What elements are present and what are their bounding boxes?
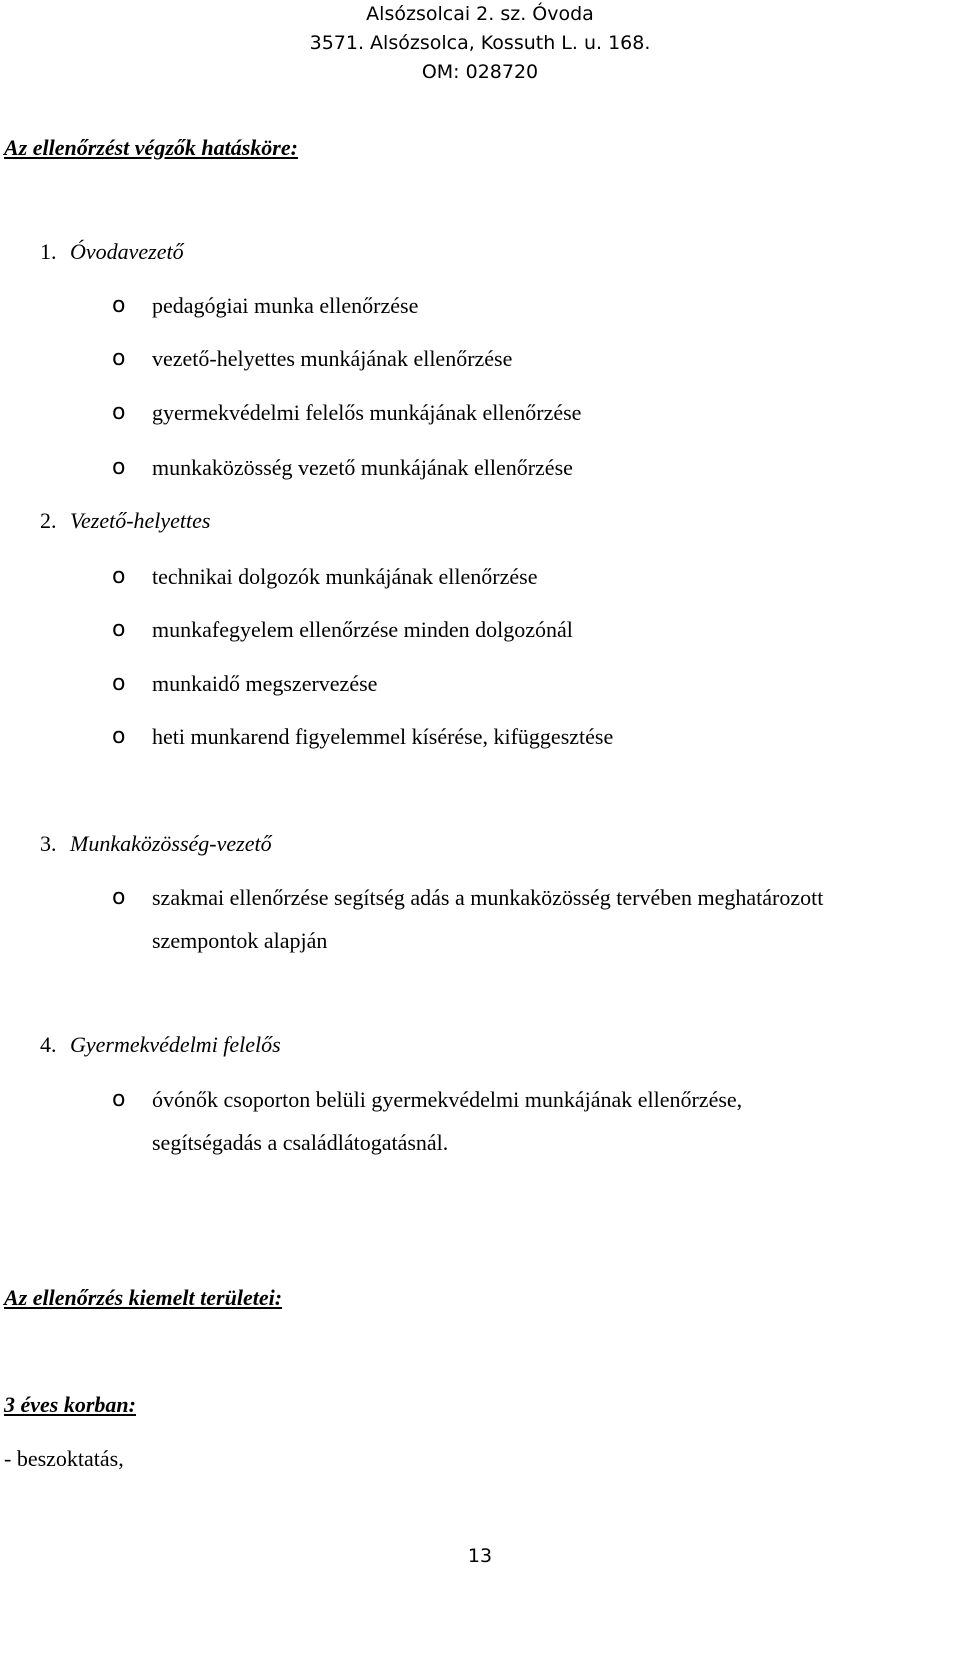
bullet-marker: o (112, 671, 126, 696)
document-header (0, 0, 960, 87)
group-title: Óvodavezető (70, 239, 184, 264)
bullet-marker: o (112, 724, 126, 749)
bullet-marker: o (112, 1087, 126, 1112)
list-item-line-1: óvónők csoporton belüli gyermekvédelmi munkájának ellenőrzése, (152, 1087, 743, 1112)
group-2-heading (40, 508, 211, 534)
group-number: 2. (40, 508, 57, 533)
bullet-marker: o (112, 293, 126, 318)
list-item: gyermekvédelmi felelős munkájának ellenőrzése (152, 400, 582, 425)
header-om-number: OM: 028720 (421, 61, 539, 83)
group-1-heading (40, 239, 184, 265)
bullet-marker: o (112, 617, 126, 642)
list-item-line-2: segítségadás a családlátogatásnál. (152, 1130, 449, 1155)
list-item: technikai dolgozók munkájának ellenőrzése (152, 564, 538, 589)
section-title-competences: Az ellenőrzést végzők hatásköre: (4, 135, 298, 160)
list-item: pedagógiai munka ellenőrzése (152, 293, 419, 318)
bullet-marker: o (112, 455, 126, 480)
list-item: munkafegyelem ellenőrzése minden dolgozónál (152, 617, 573, 642)
group-title: Munkaközösség-vezető (70, 831, 272, 856)
group-4-heading (40, 1032, 281, 1058)
group-title: Vezető-helyettes (70, 508, 211, 533)
subsection-title: 3 éves korban: (4, 1392, 136, 1417)
group-3-heading (40, 831, 272, 857)
list-item: munkaidő megszervezése (152, 671, 378, 696)
list-item: munkaközösség vezető munkájának ellenőrzése (152, 455, 573, 480)
group-title: Gyermekvédelmi felelős (70, 1032, 281, 1057)
header-school-name: Alsózsolcai 2. sz. Óvoda (366, 3, 594, 25)
header-address: 3571. Alsózsolca, Kossuth L. u. 168. (309, 32, 651, 54)
list-item-line-2: szempontok alapján (152, 928, 328, 953)
list-item: vezető-helyettes munkájának ellenőrzése (152, 346, 513, 371)
bullet-marker: o (112, 346, 126, 371)
bullet-marker: o (112, 400, 126, 425)
list-item: - beszoktatás, (4, 1446, 124, 1471)
page-number: 13 (467, 1545, 493, 1567)
group-number: 1. (40, 239, 57, 264)
group-number: 4. (40, 1032, 57, 1057)
list-item: heti munkarend figyelemmel kísérése, kifüggesztése (152, 724, 614, 749)
section-title-focus-areas: Az ellenőrzés kiemelt területei: (4, 1285, 283, 1310)
bullet-marker: o (112, 564, 126, 589)
bullet-marker: o (112, 885, 126, 910)
list-item-line-1: szakmai ellenőrzése segítség adás a munkaközösség tervében meghatározott (152, 885, 824, 910)
group-number: 3. (40, 831, 57, 856)
